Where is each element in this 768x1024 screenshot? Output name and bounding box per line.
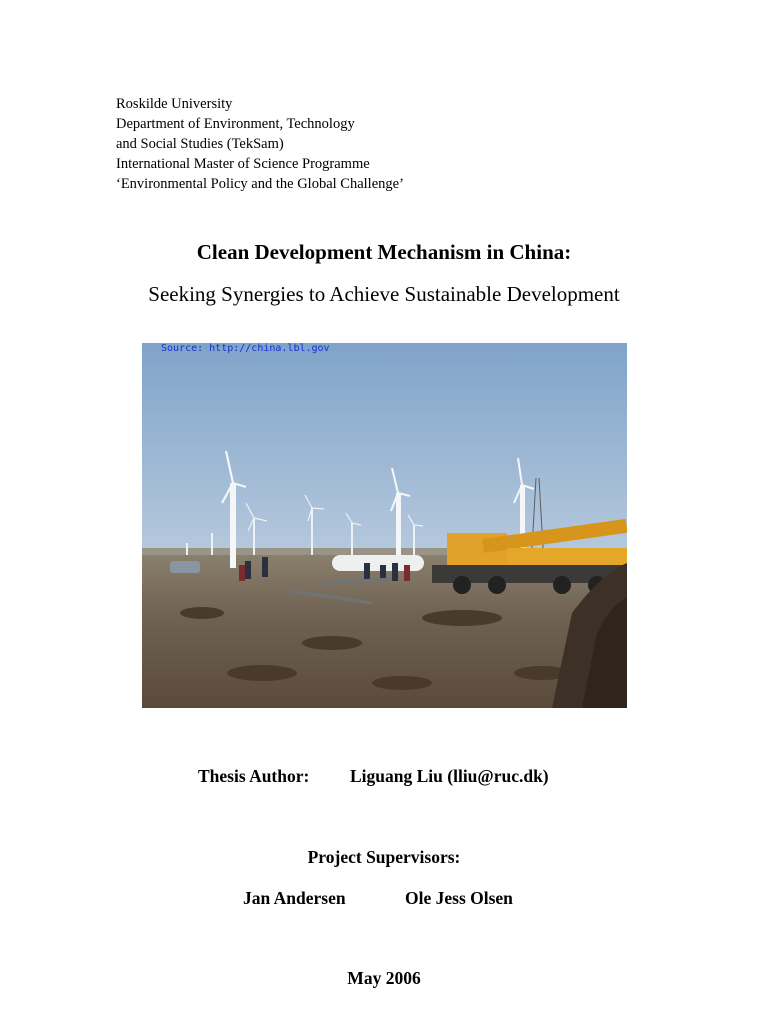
wind-farm-illustration	[142, 343, 627, 708]
author-label: Thesis Author:	[198, 766, 310, 786]
supervisor-name: Ole Jess Olsen	[405, 888, 513, 908]
affiliation-block	[116, 94, 404, 194]
photo-source-caption: Source: http://china.lbl.gov	[161, 343, 330, 354]
affiliation-line: Roskilde University	[116, 96, 233, 112]
thesis-subtitle: Seeking Synergies to Achieve Sustainable Development	[148, 282, 620, 306]
affiliation-line: ‘Environmental Policy and the Global Challenge’	[116, 176, 404, 192]
affiliation-line: Department of Environment, Technology	[116, 116, 355, 132]
thesis-title: Clean Development Mechanism in China:	[196, 240, 572, 264]
supervisors-label: Project Supervisors:	[307, 847, 461, 867]
supervisor-name: Jan Andersen	[243, 888, 346, 908]
author-name: Liguang Liu (lliu@ruc.dk)	[350, 766, 549, 786]
publication-date: May 2006	[347, 968, 421, 988]
affiliation-line: and Social Studies (TekSam)	[116, 136, 284, 152]
wind-farm-photo	[142, 343, 627, 708]
affiliation-line: International Master of Science Programme	[116, 156, 370, 172]
